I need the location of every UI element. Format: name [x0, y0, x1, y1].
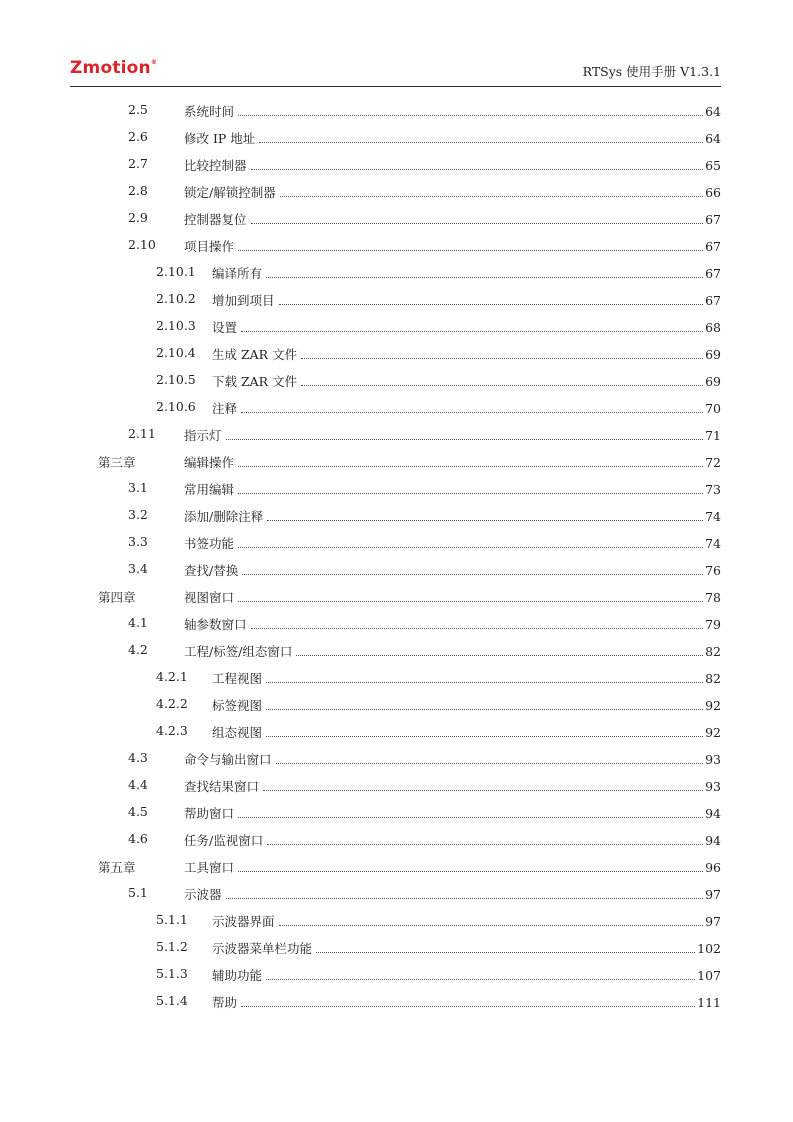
toc-entry[interactable] — [0, 312, 793, 339]
dot-leader — [301, 385, 703, 386]
toc-entry-line — [212, 966, 721, 984]
toc-entry[interactable] — [0, 744, 793, 771]
toc-entry[interactable] — [0, 582, 793, 609]
toc-entry-page-number: 93 — [705, 779, 721, 794]
toc-entry-page-number: 93 — [705, 752, 721, 767]
toc-entry-title: 控制器复位 — [184, 212, 247, 227]
dot-leader — [266, 709, 703, 710]
dot-leader — [280, 196, 703, 197]
toc-entry-title: 辅助功能 — [212, 968, 263, 983]
toc-entry-line — [184, 588, 721, 606]
dot-leader — [238, 601, 703, 602]
toc-entry-number: 2.10.2 — [156, 291, 196, 306]
toc-entry-title: 查找/替换 — [184, 563, 239, 578]
toc-entry[interactable] — [0, 636, 793, 663]
toc-entry-number: 2.5 — [128, 102, 148, 117]
toc-entry-line — [212, 345, 721, 363]
toc-entry-page-number: 67 — [705, 212, 721, 227]
dot-leader — [251, 169, 704, 170]
dot-leader — [251, 223, 704, 224]
page-header — [70, 56, 721, 87]
toc-entry[interactable] — [0, 204, 793, 231]
toc-entry-page-number: 67 — [705, 293, 721, 308]
toc-entry-title: 示波器菜单栏功能 — [212, 941, 313, 956]
toc-entry-page-number: 67 — [705, 239, 721, 254]
dot-leader — [241, 331, 703, 332]
toc-entry-line — [212, 372, 721, 390]
toc-entry-page-number: 74 — [705, 509, 721, 524]
toc-entry-line — [212, 399, 721, 417]
document-title: RTSys 使用手册 V1.3.1 — [582, 64, 721, 79]
dot-leader — [238, 547, 703, 548]
toc-entry-title: 任务/监视窗口 — [184, 833, 264, 848]
toc-entry-line — [184, 453, 721, 471]
toc-entry-number: 2.10.6 — [156, 399, 196, 414]
toc-entry-line — [184, 426, 721, 444]
toc-entry-line — [212, 291, 721, 309]
toc-entry-page-number: 70 — [705, 401, 721, 416]
dot-leader — [267, 844, 703, 845]
dot-leader — [226, 439, 704, 440]
toc-entry-page-number: 102 — [697, 941, 721, 956]
toc-entry[interactable] — [0, 960, 793, 987]
toc-entry-title: 命令与输出窗口 — [184, 752, 272, 767]
toc-entry-title: 视图窗口 — [184, 590, 235, 605]
toc-entry-page-number: 94 — [705, 833, 721, 848]
toc-entry-number: 5.1 — [128, 885, 148, 900]
toc-entry-page-number: 82 — [705, 644, 721, 659]
dot-leader — [296, 655, 703, 656]
toc-entry-line — [184, 750, 721, 768]
toc-entry-page-number: 79 — [705, 617, 721, 632]
dot-leader — [276, 763, 704, 764]
dot-leader — [226, 898, 704, 899]
toc-entry-title: 帮助窗口 — [184, 806, 235, 821]
toc-entry-page-number: 92 — [705, 725, 721, 740]
toc-entry-page-number: 82 — [705, 671, 721, 686]
toc-entry-page-number: 65 — [705, 158, 721, 173]
toc-entry-number: 2.11 — [128, 426, 156, 441]
dot-leader — [238, 871, 703, 872]
toc-entry-page-number: 68 — [705, 320, 721, 335]
toc-entry-page-number: 78 — [705, 590, 721, 605]
toc-entry-number: 4.4 — [128, 777, 148, 792]
toc-entry-number: 4.1 — [128, 615, 148, 630]
dot-leader — [279, 925, 704, 926]
toc-entry-number: 4.2.2 — [156, 696, 188, 711]
dot-leader — [266, 979, 695, 980]
toc-entry-title: 比较控制器 — [184, 158, 247, 173]
toc-entry-line — [184, 129, 721, 147]
toc-entry-title: 修改 IP 地址 — [184, 131, 256, 146]
toc-entry-number: 2.10.5 — [156, 372, 196, 387]
toc-entry-page-number: 92 — [705, 698, 721, 713]
toc-entry-number: 5.1.4 — [156, 993, 188, 1008]
dot-leader — [238, 250, 703, 251]
toc-entry-number: 5.1.1 — [156, 912, 188, 927]
toc-entry[interactable] — [0, 852, 793, 879]
toc-entry[interactable] — [0, 663, 793, 690]
dot-leader — [242, 574, 703, 575]
toc-entry-line — [184, 858, 721, 876]
toc-entry-page-number: 97 — [705, 887, 721, 902]
toc-entry-title: 下载 ZAR 文件 — [212, 374, 298, 389]
toc-entry-number: 2.6 — [128, 129, 148, 144]
toc-entry[interactable] — [0, 609, 793, 636]
toc-entry-page-number: 71 — [705, 428, 721, 443]
toc-entry-title: 生成 ZAR 文件 — [212, 347, 298, 362]
toc-entry-title: 帮助 — [212, 995, 238, 1010]
dot-leader — [266, 277, 703, 278]
zmotion-logo: Zmotion® — [70, 58, 158, 78]
toc-entry[interactable] — [0, 717, 793, 744]
toc-entry-number: 2.7 — [128, 156, 148, 171]
dot-leader — [238, 817, 703, 818]
toc-entry-title: 系统时间 — [184, 104, 235, 119]
toc-entry[interactable] — [0, 150, 793, 177]
toc-entry[interactable] — [0, 366, 793, 393]
toc-entry-line — [184, 507, 721, 525]
toc-entry-title: 指示灯 — [184, 428, 222, 443]
toc-entry-line — [184, 480, 721, 498]
toc-entry-number: 3.1 — [128, 480, 148, 495]
toc-entry-number: 2.10.1 — [156, 264, 196, 279]
toc-entry-title: 工具窗口 — [184, 860, 235, 875]
toc-entry-page-number: 64 — [705, 104, 721, 119]
toc-entry-number: 2.10.4 — [156, 345, 196, 360]
toc-entry-title: 编译所有 — [212, 266, 263, 281]
toc-entry-number: 4.2.3 — [156, 723, 188, 738]
toc-entry-number: 4.3 — [128, 750, 148, 765]
toc-entry-title: 锁定/解锁控制器 — [184, 185, 276, 200]
toc-entry-title: 工程/标签/组态窗口 — [184, 644, 293, 659]
toc-entry[interactable] — [0, 987, 793, 1014]
toc-entry-page-number: 64 — [705, 131, 721, 146]
toc-entry-page-number: 74 — [705, 536, 721, 551]
toc-entry-page-number: 69 — [705, 374, 721, 389]
toc-entry-page-number: 111 — [697, 995, 721, 1010]
toc-entry-line — [184, 183, 721, 201]
toc-entry[interactable] — [0, 393, 793, 420]
toc-entry[interactable] — [0, 177, 793, 204]
dot-leader — [263, 790, 703, 791]
toc-entry-line — [184, 210, 721, 228]
toc-entry-title: 书签功能 — [184, 536, 235, 551]
toc-entry[interactable] — [0, 690, 793, 717]
toc-entry[interactable] — [0, 879, 793, 906]
toc-entry-line — [212, 939, 721, 957]
toc-entry-page-number: 96 — [705, 860, 721, 875]
toc-entry-number: 第四章 — [98, 590, 136, 605]
toc-entry-page-number: 97 — [705, 914, 721, 929]
toc-entry-title: 注释 — [212, 401, 238, 416]
dot-leader — [279, 304, 704, 305]
toc-entry-title: 设置 — [212, 320, 238, 335]
toc-entry-page-number: 69 — [705, 347, 721, 362]
toc-entry[interactable] — [0, 258, 793, 285]
toc-entry[interactable] — [0, 933, 793, 960]
dot-leader — [241, 1006, 695, 1007]
toc-entry[interactable] — [0, 339, 793, 366]
toc-entry-line — [184, 156, 721, 174]
toc-entry-number: 3.2 — [128, 507, 148, 522]
toc-entry-title: 示波器 — [184, 887, 222, 902]
toc-entry-line — [184, 237, 721, 255]
toc-entry[interactable] — [0, 447, 793, 474]
toc-entry-title: 轴参数窗口 — [184, 617, 247, 632]
dot-leader — [241, 412, 703, 413]
toc-entry-title: 工程视图 — [212, 671, 263, 686]
dot-leader — [266, 682, 703, 683]
toc-entry-number: 4.2 — [128, 642, 148, 657]
dot-leader — [238, 493, 703, 494]
toc-entry-line — [184, 534, 721, 552]
toc-entry[interactable] — [0, 285, 793, 312]
toc-entry[interactable] — [0, 420, 793, 447]
toc-entry-title: 编辑操作 — [184, 455, 235, 470]
toc-entry[interactable] — [0, 123, 793, 150]
toc-entry[interactable] — [0, 906, 793, 933]
toc-entry-page-number: 76 — [705, 563, 721, 578]
toc-entry[interactable] — [0, 474, 793, 501]
toc-entry-number: 第五章 — [98, 860, 136, 875]
toc-entry[interactable] — [0, 501, 793, 528]
dot-leader — [259, 142, 703, 143]
dot-leader — [238, 115, 703, 116]
toc-entry-page-number: 73 — [705, 482, 721, 497]
toc-entry-line — [212, 669, 721, 687]
toc-entry[interactable] — [0, 96, 793, 123]
toc-entry-line — [212, 696, 721, 714]
toc-entry-title: 添加/删除注释 — [184, 509, 264, 524]
toc-entry-line — [184, 804, 721, 822]
dot-leader — [301, 358, 703, 359]
dot-leader — [267, 520, 703, 521]
toc-entry[interactable] — [0, 825, 793, 852]
toc-entry-line — [184, 615, 721, 633]
toc-entry-title: 标签视图 — [212, 698, 263, 713]
toc-entry-number: 5.1.2 — [156, 939, 188, 954]
toc-entry-number: 4.5 — [128, 804, 148, 819]
toc-entry-number: 2.10.3 — [156, 318, 196, 333]
toc-entry-page-number: 107 — [697, 968, 721, 983]
toc-entry-number: 2.10 — [128, 237, 156, 252]
toc-entry-line — [212, 912, 721, 930]
toc-entry-line — [212, 993, 721, 1011]
toc-entry-number: 3.3 — [128, 534, 148, 549]
toc-entry[interactable] — [0, 798, 793, 825]
toc-entry-line — [184, 777, 721, 795]
toc-entry-line — [212, 318, 721, 336]
toc-entry-line — [184, 561, 721, 579]
toc-entry-page-number: 67 — [705, 266, 721, 281]
toc-entry[interactable] — [0, 231, 793, 258]
dot-leader — [251, 628, 704, 629]
toc-entry-number: 第三章 — [98, 455, 136, 470]
toc-entry-page-number: 66 — [705, 185, 721, 200]
toc-entry-title: 增加到项目 — [212, 293, 275, 308]
toc-entry-page-number: 72 — [705, 455, 721, 470]
toc-entry-number: 2.8 — [128, 183, 148, 198]
toc-entry[interactable] — [0, 528, 793, 555]
toc-entry-title: 查找结果窗口 — [184, 779, 260, 794]
toc-entry-number: 2.9 — [128, 210, 148, 225]
toc-entry-title: 项目操作 — [184, 239, 235, 254]
toc-entry-number: 3.4 — [128, 561, 148, 576]
toc-entry-number: 4.2.1 — [156, 669, 188, 684]
toc-entry-title: 常用编辑 — [184, 482, 235, 497]
toc-entry-line — [184, 885, 721, 903]
toc-entry-page-number: 94 — [705, 806, 721, 821]
toc-entry-line — [212, 264, 721, 282]
dot-leader — [266, 736, 703, 737]
toc-entry-line — [212, 723, 721, 741]
toc-entry-title: 组态视图 — [212, 725, 263, 740]
toc-entry-line — [184, 831, 721, 849]
toc-entry-number: 4.6 — [128, 831, 148, 846]
toc-entry[interactable] — [0, 555, 793, 582]
dot-leader — [316, 952, 695, 953]
toc-entry-line — [184, 102, 721, 120]
toc-entry-title: 示波器界面 — [212, 914, 275, 929]
toc-entry-line — [184, 642, 721, 660]
table-of-contents — [0, 96, 793, 1014]
toc-entry[interactable] — [0, 771, 793, 798]
toc-entry-number: 5.1.3 — [156, 966, 188, 981]
dot-leader — [238, 466, 703, 467]
